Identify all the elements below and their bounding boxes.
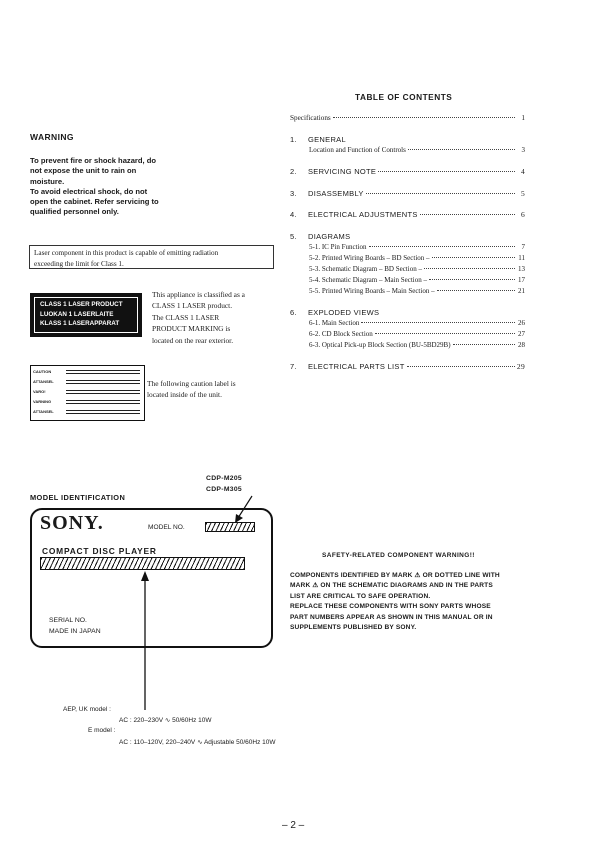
model-code: CDP-M205 — [206, 475, 243, 482]
warning-line: qualified personnel only. — [30, 207, 119, 217]
class-label-line: KLASS 1 LASERAPPARAT — [40, 320, 120, 327]
safety-title: SAFETY-RELATED COMPONENT WARNING!! — [322, 552, 475, 559]
safety-line: SUPPLEMENTS PUBLISHED BY SONY. — [290, 624, 417, 632]
toc-page: 13 — [518, 265, 525, 273]
toc-section-title: ELECTRICAL ADJUSTMENTS — [308, 210, 418, 219]
class-label-line: LUOKAN 1 LASERLAITE — [40, 310, 114, 318]
aep-power-spec: AC : 220–230V ∿ 50/60Hz 10W — [119, 717, 212, 724]
e-power-spec: AC : 110–120V, 220–240V ∿ Adjustable 50/60Hz 10W — [119, 739, 276, 746]
toc-page: 3 — [521, 146, 525, 154]
model-code: CDP-M305 — [206, 485, 243, 493]
toc-page: 5 — [520, 189, 525, 198]
toc-page: 7 — [521, 243, 525, 251]
toc-section-title: SERVICING NOTE — [308, 167, 377, 176]
safety-line: COMPONENTS IDENTIFIED BY MARK ⚠ OR DOTTED LINE WITH — [290, 572, 500, 579]
class-note-line: CLASS 1 LASER product. — [152, 301, 233, 311]
toc-section-num: 6. — [290, 308, 297, 317]
toc-label: 6-1. Main Section — [309, 319, 360, 327]
toc-page: 11 — [518, 254, 525, 262]
toc-page: 6 — [520, 210, 525, 219]
toc-section-num: 5. — [290, 232, 297, 241]
toc-label: 6-3. Optical Pick-up Block Section (BU-5BD29B) — [309, 341, 451, 349]
safety-line: REPLACE THESE COMPONENTS WITH SONY PARTS WHOSE — [290, 603, 491, 611]
caution-key: VARO! — [33, 389, 46, 394]
safety-line: MARK ⚠ ON THE SCHEMATIC DIAGRAMS AND IN THE PARTS — [290, 582, 493, 590]
toc-page: 21 — [518, 287, 525, 295]
product-hatch-box — [40, 557, 245, 570]
toc-label: 5-1. IC Pin Function — [309, 243, 367, 251]
class-note-line: The CLASS 1 LASER — [152, 312, 220, 322]
toc-page: 4 — [520, 167, 525, 176]
safety-text — [290, 571, 505, 633]
toc-page: 1 — [521, 114, 525, 122]
toc-label: 6-2. CD Block Section — [309, 330, 373, 338]
toc-section-title: ELECTRICAL PARTS LIST — [308, 362, 405, 371]
laser-box-line: Laser component in this product is capable of emitting radiation — [34, 249, 219, 257]
made-in-label: MADE IN JAPAN — [49, 628, 101, 635]
serial-label: SERIAL NO. — [49, 617, 87, 624]
toc-page: 27 — [518, 330, 525, 338]
toc-page: 29 — [516, 362, 525, 371]
toc-section-num: 1. — [290, 135, 297, 144]
caution-key: ATTANSEL — [33, 409, 54, 414]
warning-line: not expose the unit to rain on — [30, 166, 137, 176]
toc-section-num: 3. — [290, 189, 297, 198]
class-note-line: PRODUCT MARKING is — [152, 324, 231, 334]
safety-line: LIST ARE CRITICAL TO SAFE OPERATION. — [290, 592, 431, 600]
model-no-label: MODEL NO. — [148, 524, 185, 531]
class-note-line: located on the rear exterior. — [152, 335, 234, 345]
toc-label: 5-4. Schematic Diagram – Main Section – — [309, 276, 427, 284]
serial-block — [49, 615, 101, 637]
e-model-label: E model : — [88, 727, 116, 734]
toc-section-num: 7. — [290, 362, 297, 371]
model-identification-heading: MODEL IDENTIFICATION — [30, 493, 126, 502]
toc-section-num: 4. — [290, 210, 297, 219]
toc-section-num: 2. — [290, 167, 297, 176]
warning-title: WARNING — [30, 132, 74, 142]
toc-section-title: DIAGRAMS — [308, 232, 351, 241]
aep-model-label: AEP, UK model : — [63, 706, 111, 713]
model-no-hatch-box — [205, 522, 255, 532]
caution-note-line: The following caution label is — [147, 379, 236, 388]
class-note-line: This appliance is classified as a — [152, 290, 245, 299]
caution-key: CAUTION — [33, 369, 52, 374]
sony-logo: SONY. — [40, 512, 104, 534]
toc-section-title: DISASSEMBLY — [308, 189, 364, 198]
caution-key: ATTANSEL — [33, 379, 54, 384]
toc-label: 5-2. Printed Wiring Boards – BD Section – — [309, 254, 430, 262]
toc-page: 28 — [518, 341, 525, 349]
laser-box-line: exceeding the limit for Class 1. — [34, 259, 124, 268]
product-name: COMPACT DISC PLAYER — [42, 546, 157, 556]
caution-key: VARNING — [33, 399, 52, 404]
caution-note-line: located inside of the unit. — [147, 390, 222, 399]
toc-label: 5-3. Schematic Diagram – BD Section – — [309, 265, 422, 273]
toc-title: TABLE OF CONTENTS — [355, 92, 453, 102]
class-label-line: CLASS 1 LASER PRODUCT — [40, 301, 123, 308]
safety-line: PART NUMBERS APPEAR AS SHOWN IN THIS MANUAL OR IN — [290, 613, 493, 621]
toc-section-title: GENERAL — [308, 135, 346, 144]
toc-page: 17 — [518, 276, 525, 284]
warning-line: open the cabinet. Refer servicing to — [30, 197, 159, 207]
toc-label: 5-5. Printed Wiring Boards – Main Section – — [309, 287, 435, 295]
toc-page: 26 — [518, 319, 525, 327]
page-number: – 2 – — [282, 820, 305, 831]
warning-line: To prevent fire or shock hazard, do — [30, 156, 157, 165]
toc-section-title: EXPLODED VIEWS — [308, 308, 380, 317]
warning-line: moisture. — [30, 176, 65, 186]
toc-label: Specifications — [290, 114, 331, 122]
warning-line: To avoid electrical shock, do not — [30, 186, 148, 196]
toc-label: Location and Function of Controls — [309, 146, 406, 154]
